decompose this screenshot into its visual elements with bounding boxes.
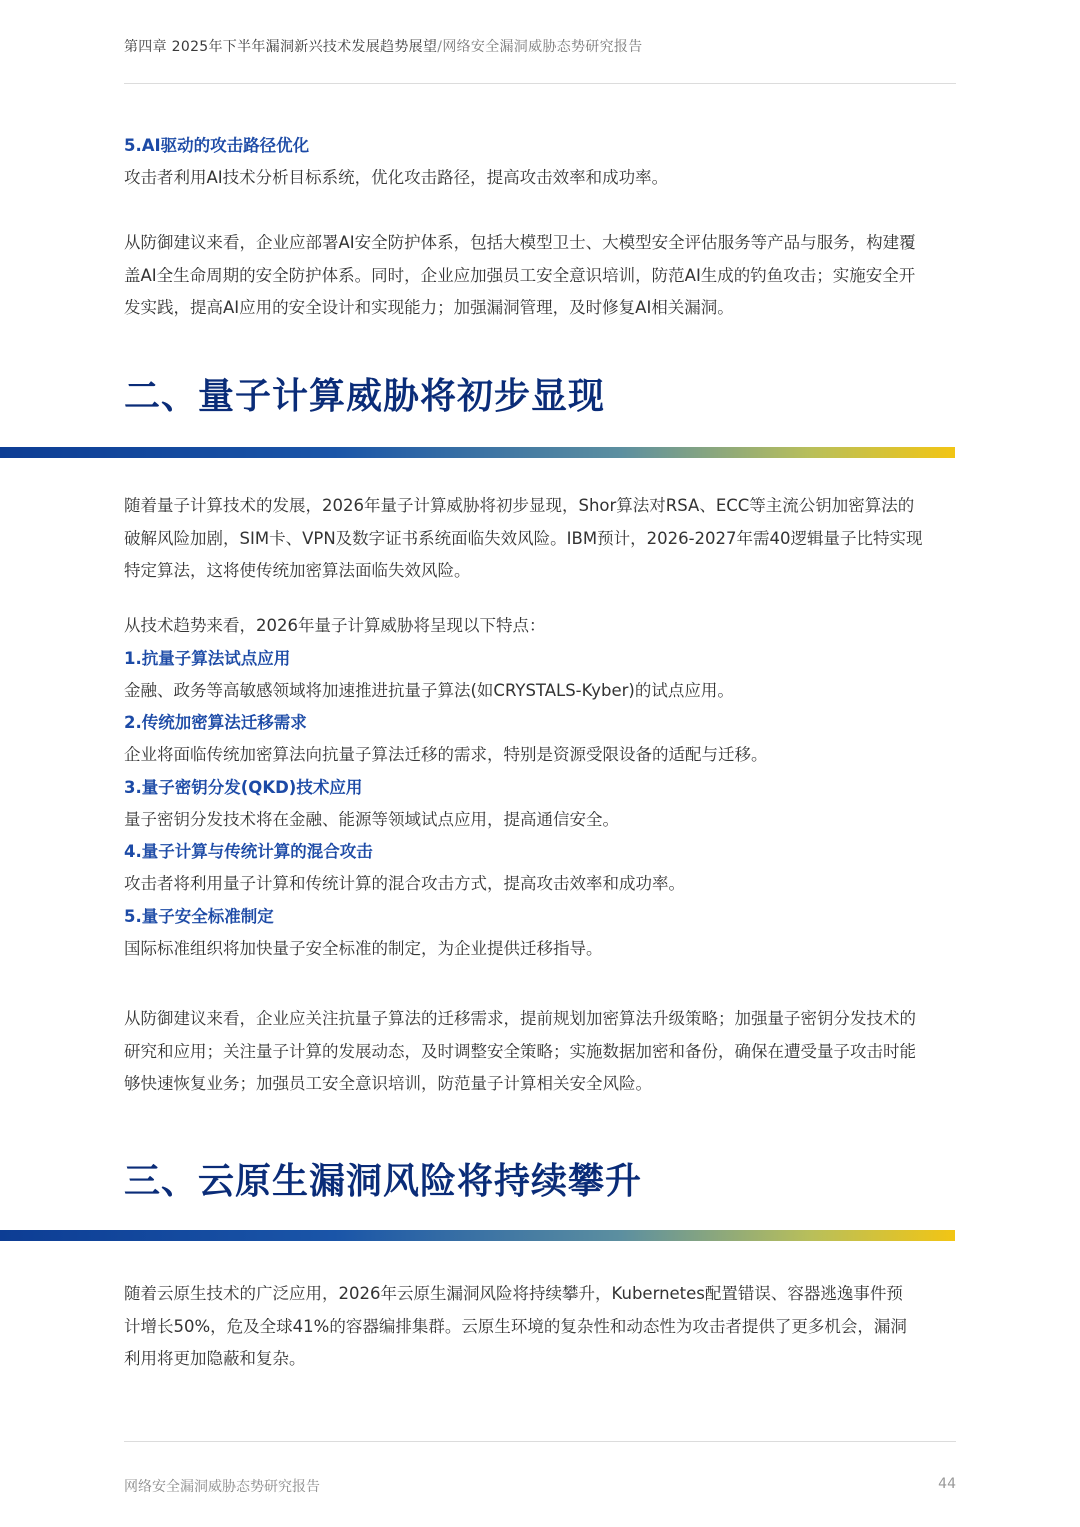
paragraph-line: 研究和应用；关注量子计算的发展动态，及时调整安全策略；实施数据加密和备份，确保在遭受量子攻击时能 — [124, 1041, 916, 1061]
paragraph-line: 破解风险加剧，SIM卡、VPN及数字证书系统面临失效风险。IBM预计，2026-2027年需40逻辑量子比特实现 — [124, 528, 923, 548]
paragraph-line: 量子密钥分发技术将在金融、能源等领域试点应用，提高通信安全。 — [124, 809, 619, 829]
section-title: 二、量子计算威胁将初步显现 — [124, 376, 606, 417]
subheading: 1.抗量子算法试点应用 — [124, 648, 291, 668]
header-divider — [124, 83, 956, 84]
paragraph-line: 够快速恢复业务；加强员工安全意识培训，防范量子计算相关安全风险。 — [124, 1074, 652, 1093]
section-divider-bar — [0, 1230, 955, 1241]
paragraph-line: 攻击者利用AI技术分析目标系统，优化攻击路径，提高攻击效率和成功率。 — [124, 168, 669, 187]
footer-divider — [124, 1441, 956, 1442]
paragraph-line: 利用将更加隐蔽和复杂。 — [124, 1349, 306, 1368]
paragraph-line: 攻击者将利用量子计算和传统计算的混合攻击方式，提高攻击效率和成功率。 — [124, 874, 685, 893]
paragraph-line: 金融、政务等高敏感领域将加速推进抗量子算法(如CRYSTALS-Kyber)的试点应用。 — [124, 680, 734, 700]
paragraph-line: 盖AI全生命周期的安全防护体系。同时，企业应加强员工安全意识培训，防范AI生成的钓鱼攻击；实施安全开 — [124, 265, 916, 285]
ai-attack-path-section — [124, 130, 984, 195]
quantum-defense-paragraph — [124, 1003, 984, 1101]
paragraph-line: 发实践，提高AI应用的安全设计和实现能力；加强漏洞管理，及时修复AI相关漏洞。 — [124, 298, 734, 317]
subheading: 5.AI驱动的攻击路径优化 — [124, 136, 310, 155]
paragraph-line: 特定算法，这将使传统加密算法面临失效风险。 — [124, 561, 471, 580]
paragraph-line: 从技术趋势来看，2026年量子计算威胁将呈现以下特点： — [124, 616, 546, 635]
subheading: 2.传统加密算法迁移需求 — [124, 713, 307, 732]
paragraph-line: 企业将面临传统加密算法向抗量子算法迁移的需求，特别是资源受限设备的适配与迁移。 — [124, 745, 768, 764]
quantum-intro-paragraph — [124, 490, 984, 588]
header-report-title: 网络安全漏洞威胁态势研究报告 — [442, 39, 643, 55]
page-number: 44 — [938, 1476, 956, 1492]
section-title: 三、云原生漏洞风险将持续攀升 — [124, 1161, 643, 1202]
header-chapter: 第四章 2025年下半年漏洞新兴技术发展趋势展望 — [124, 39, 438, 55]
header-separator: / — [437, 39, 443, 55]
cloud-native-intro-paragraph — [124, 1278, 984, 1376]
paragraph-line: 从防御建议来看，企业应关注抗量子算法的迁移需求，提前规划加密算法升级策略；加强量子密钥分发技术的 — [124, 1009, 916, 1028]
paragraph-line: 国际标准组织将加快量子安全标准的制定，为企业提供迁移指导。 — [124, 938, 603, 958]
footer-report-title: 网络安全漏洞威胁态势研究报告 — [124, 1479, 320, 1495]
section-divider-bar — [0, 447, 955, 458]
quantum-trends — [124, 610, 984, 965]
paragraph-line: 从防御建议来看，企业应部署AI安全防护体系，包括大模型卫士、大模型安全评估服务等产品与服务，构建覆 — [124, 233, 916, 252]
paragraph-line: 计增长50%，危及全球41%的容器编排集群。云原生环境的复杂性和动态性为攻击者提供了更多机会，漏洞 — [124, 1316, 907, 1336]
page-header — [124, 36, 956, 56]
subheading: 5.量子安全标准制定 — [124, 906, 274, 926]
paragraph-line: 随着量子计算技术的发展，2026年量子计算威胁将初步显现，Shor算法对RSA、ECC等主流公钥加密算法的 — [124, 496, 915, 515]
subheading: 4.量子计算与传统计算的混合攻击 — [124, 842, 373, 861]
ai-defense-paragraph — [124, 227, 984, 325]
paragraph-line: 随着云原生技术的广泛应用，2026年云原生漏洞风险将持续攀升，Kubernetes配置错误、容器逃逸事件预 — [124, 1284, 903, 1303]
subheading: 3.量子密钥分发(QKD)技术应用 — [124, 777, 363, 797]
